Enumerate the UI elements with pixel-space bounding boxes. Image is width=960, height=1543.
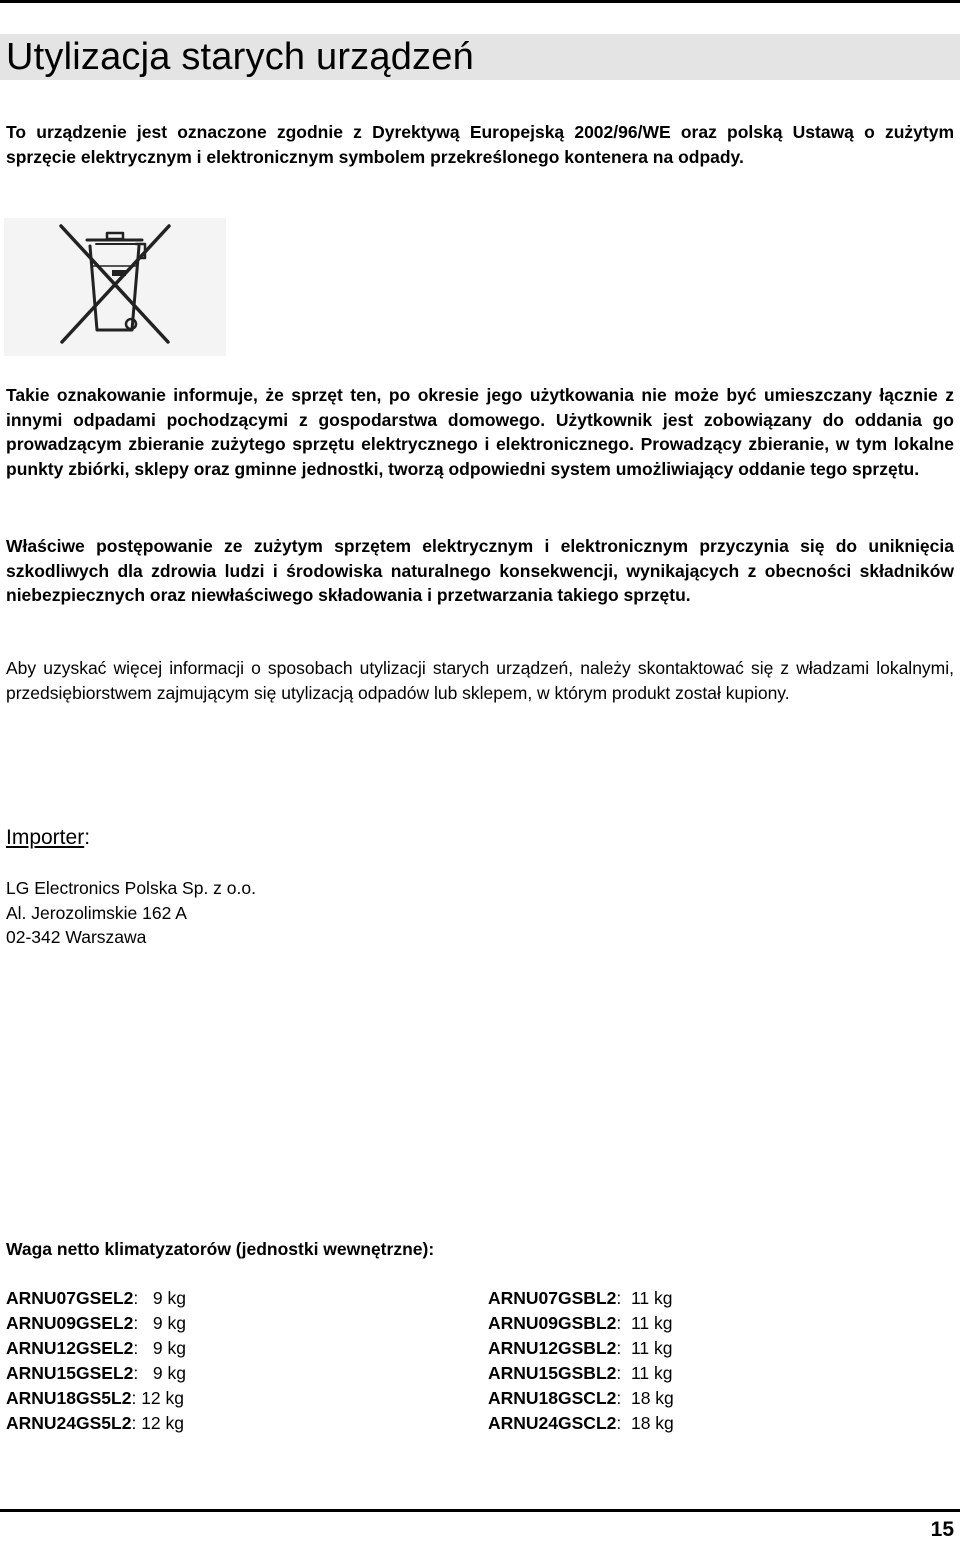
weight-row	[6, 1386, 186, 1411]
model-name: ARNU18GSCL2	[488, 1388, 617, 1408]
weight-row	[488, 1336, 674, 1361]
weight-row	[488, 1411, 674, 1436]
contact-paragraph: Aby uzyskać więcej informacji o sposobach utylizacji starych urządzeń, należy skontaktować się z władzami lokalnymi, przedsiębiorstwem zajmującym się utylizacją odpadów lub sklepem, w którym produkt został kupiony.	[6, 658, 954, 703]
model-weight: : 12 kg	[131, 1413, 185, 1433]
importer-address	[6, 876, 256, 950]
model-name: ARNU09GSBL2	[488, 1313, 617, 1333]
model-name: ARNU12GSEL2	[6, 1338, 134, 1358]
weight-row	[488, 1386, 674, 1411]
importer-name: LG Electronics Polska Sp. z o.o.	[6, 878, 256, 898]
model-weight: : 9 kg	[133, 1313, 186, 1333]
model-weight: : 12 kg	[131, 1388, 185, 1408]
model-name: ARNU07GSBL2	[488, 1288, 617, 1308]
weights-heading: Waga netto klimatyzatorów (jednostki wewnętrzne):	[6, 1239, 435, 1259]
model-weight: : 11 kg	[616, 1313, 673, 1333]
importer-city: 02-342 Warszawa	[6, 927, 147, 947]
model-name: ARNU15GSEL2	[6, 1363, 134, 1383]
model-name: ARNU12GSBL2	[488, 1338, 617, 1358]
model-weight: : 11 kg	[616, 1288, 673, 1308]
model-name: ARNU15GSBL2	[488, 1363, 617, 1383]
weight-row	[488, 1286, 674, 1311]
weight-row	[6, 1336, 186, 1361]
weight-row	[6, 1361, 186, 1386]
model-weight: : 18 kg	[616, 1413, 674, 1433]
top-rule	[0, 0, 960, 3]
model-name: ARNU18GS5L2	[6, 1388, 132, 1408]
weight-row	[6, 1286, 186, 1311]
model-name: ARNU09GSEL2	[6, 1313, 134, 1333]
model-weight: : 11 kg	[616, 1363, 673, 1383]
crossed-out-wheelie-bin-icon	[4, 218, 226, 356]
weight-row	[488, 1311, 674, 1336]
model-weight: : 18 kg	[616, 1388, 674, 1408]
model-name: ARNU24GSCL2	[488, 1413, 617, 1433]
weights-list-left	[6, 1286, 186, 1436]
proper-handling-paragraph: Właściwe postępowanie ze zużytym sprzętem elektrycznym i elektronicznym przyczynia się do uniknięcia szkodliwych dla zdrowia ludzi i środowiska naturalnego konsekwencji, wynikających z obecności składników niebezpiecznych oraz niewłaściwego składowania i przetwarzania takiego sprzętu.	[6, 536, 954, 606]
importer-heading	[6, 825, 90, 851]
weight-row	[6, 1311, 186, 1336]
intro-paragraph: To urządzenie jest oznaczone zgodnie z Dyrektywą Europejską 2002/96/WE oraz polską Ustawą o zużytym sprzęcie elektrycznym i elektronicznym symbolem przekreślonego kontenera na odpady.	[6, 122, 954, 167]
model-weight: : 11 kg	[616, 1338, 673, 1358]
weight-row	[488, 1361, 674, 1386]
model-weight: : 9 kg	[133, 1363, 186, 1383]
weee-symbol	[4, 218, 226, 356]
importer-colon: :	[84, 826, 91, 849]
model-weight: : 9 kg	[133, 1288, 186, 1308]
model-weight: : 9 kg	[133, 1338, 186, 1358]
page-number: 15	[930, 1518, 954, 1541]
model-name: ARNU24GS5L2	[6, 1413, 132, 1433]
importer-street: Al. Jerozolimskie 162 A	[6, 902, 187, 923]
bottom-rule	[0, 1509, 960, 1512]
model-name: ARNU07GSEL2	[6, 1288, 134, 1308]
page-title: Utylizacja starych urządzeń	[6, 36, 474, 78]
info-paragraph: Takie oznakowanie informuje, że sprzęt ten, po okresie jego użytkowania nie może być umieszczany łącznie z innymi odpadami pochodzącymi z gospodarstwa domowego. Użytkownik jest zobowiązany do oddania go prowadzącym zbieranie zużytego sprzętu elektrycznego i elektronicznego. Prowadzący zbieranie, w tym lokalne punkty zbiórki, sklepy oraz gminne jednostki, tworzą odpowiedni system umożliwiający oddanie tego sprzętu.	[6, 385, 954, 480]
importer-label: Importer	[6, 826, 85, 849]
weights-list-right	[488, 1286, 674, 1436]
weight-row	[6, 1411, 186, 1436]
